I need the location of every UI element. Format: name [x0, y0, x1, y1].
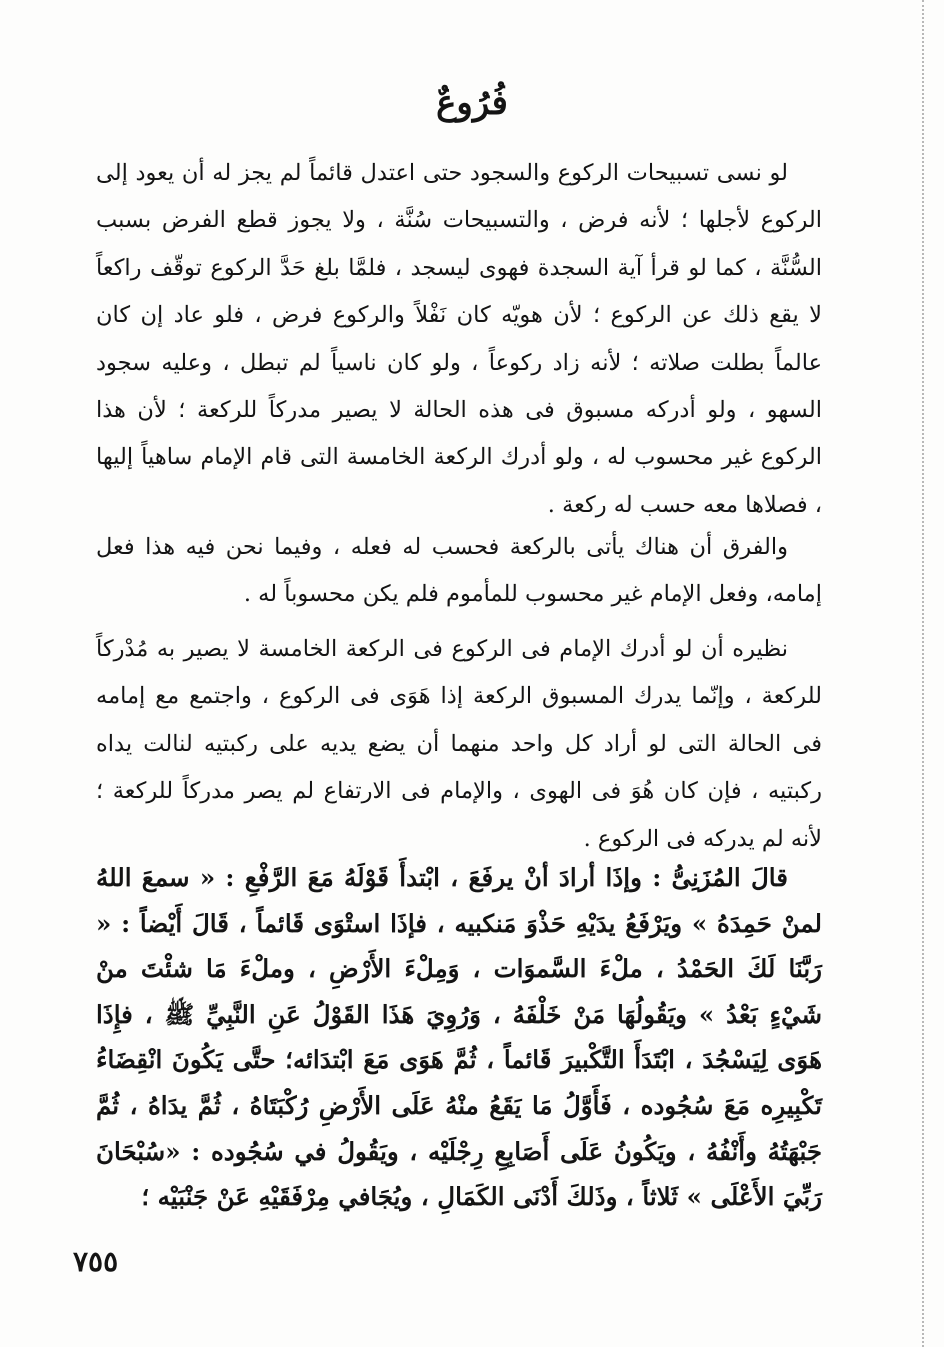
- paragraph-block-3: [96, 626, 822, 863]
- paragraph-1: لو نسى تسبيحات الركوع والسجود حتى اعتدل قائماً لم يجز له أن يعود إلى الركوع لأجلها ؛ لأنه فرض ، والتسبيحات سُنَّة ، ولا يجوز قطع الفرض بسبب السُّنَّة ، كما لو قرأ آية السجدة فهوى ليسجد ، فلمَّا بلغ حَدَّ الركوع توقّف راكعاً لا يقع ذلك عن الركوع ؛ لأن هويّه كان نَفْلاً والركوع فرض ، فلو عاد إن كان عالماً بطلت صلاته ؛ لأنه زاد ركوعاً ، ولو كان ناسياً لم تبطل ، وعليه سجود السهو ، ولو أدركه مسبوق فى هذه الحالة لا يصير مدركاً للركعة ؛ لأن هذا الركوع غير محسوب له ، ولو أدرك الركعة الخامسة التى قام الإمام ساهياً إليها ، فصلاها معه حسب له ركعة .: [96, 160, 822, 518]
- paragraph-4-matn: قالَ المُزَنِىُّ : وإذَا أرادَ أنْ يرفَعَ ، ابْتدأَ قَوْلَهُ مَعَ الرَّفْعِ : « سمعَ اللهُ لمنْ حَمِدَهُ » ويَرْفَعُ يدَيْهِ حَذْوَ مَنكبيه ، فإذَا استْوَى قَائماً ، قَالَ أَيْضاً : « رَبَّنَا لَكَ الحَمْدُ ، ملْءَ السَّموَات ، وَمِلْءَ الأَرْضِ ، وملْءَ مَا شئْتَ منْ شَيْءٍ بَعْدُ » ويَقُولُهَا مَنْ خَلْفَهُ ، وَرُوِيَ هَذَا القَوْلُ عَنِ النَّبِيِّ ﷺ ، فإِذَا هَوَى لِيَسْجُدَ ، ابْتَدَأَ التَّكْبيرَ قَائماً ، ثُمَّ هَوَى مَعَ ابْتدَائه؛ حتَّى يَكُونَ انْقِضَاءُ تَكْبِيرِه مَعَ سُجُوده ، فَأَوَّلُ مَا يَقَعُ منْهُ عَلَى الأَرْضِ رُكْبَتَاهُ ، ثُمَّ يدَاهُ ، ثُمَّ جَبْهَتُهُ وأَنْفُهُ ، ويَكُونُ عَلَى أَصَابِعِ رِجْلَيْه ، ويَقُولُ في سُجُوده : «سُبْحَانَ رَبِّيَ الأَعْلَى » ثَلاثاً ، وذَلكَ أَدْنَى الكَمَالِ ، ويُجَافي مِرْفَقَيْهِ عَنْ جَنْبَيْه ؛: [96, 863, 822, 1212]
- page-number: ٧٥٥: [73, 1245, 119, 1278]
- paragraph-block-1: [96, 150, 822, 529]
- section-heading: فُرُوعٌ: [436, 83, 508, 123]
- paragraph-block-2: [96, 524, 822, 619]
- paragraph-2: والفرق أن هناك يأتى بالركعة فحسب له فعله ، وفيما نحن فيه هذا فعل إمامه، وفعل الإمام غير محسوب للمأموم فلم يكن محسوباً له .: [96, 534, 822, 608]
- paragraph-block-4: [96, 855, 822, 1220]
- paragraph-3: نظيره أن لو أدرك الإمام فى الركوع فى الركعة الخامسة لا يصير به مُدْركاً للركعة ، وإنّما يدرك المسبوق الركعة إذا هَوَى فى الركوع ، واجتمع مع إمامه فى الحالة التى لو أراد كل واحد منهما أن يضع يديه على ركبتيه لنالت يداه ركبتيه ، فإن كان هُوَ فى الهوى ، والإمام فى الارتفاع لم يصر مدركاً للركعة ؛ لأنه لم يدركه فى الركوع .: [96, 636, 822, 852]
- page-edge-dots: [922, 0, 924, 1347]
